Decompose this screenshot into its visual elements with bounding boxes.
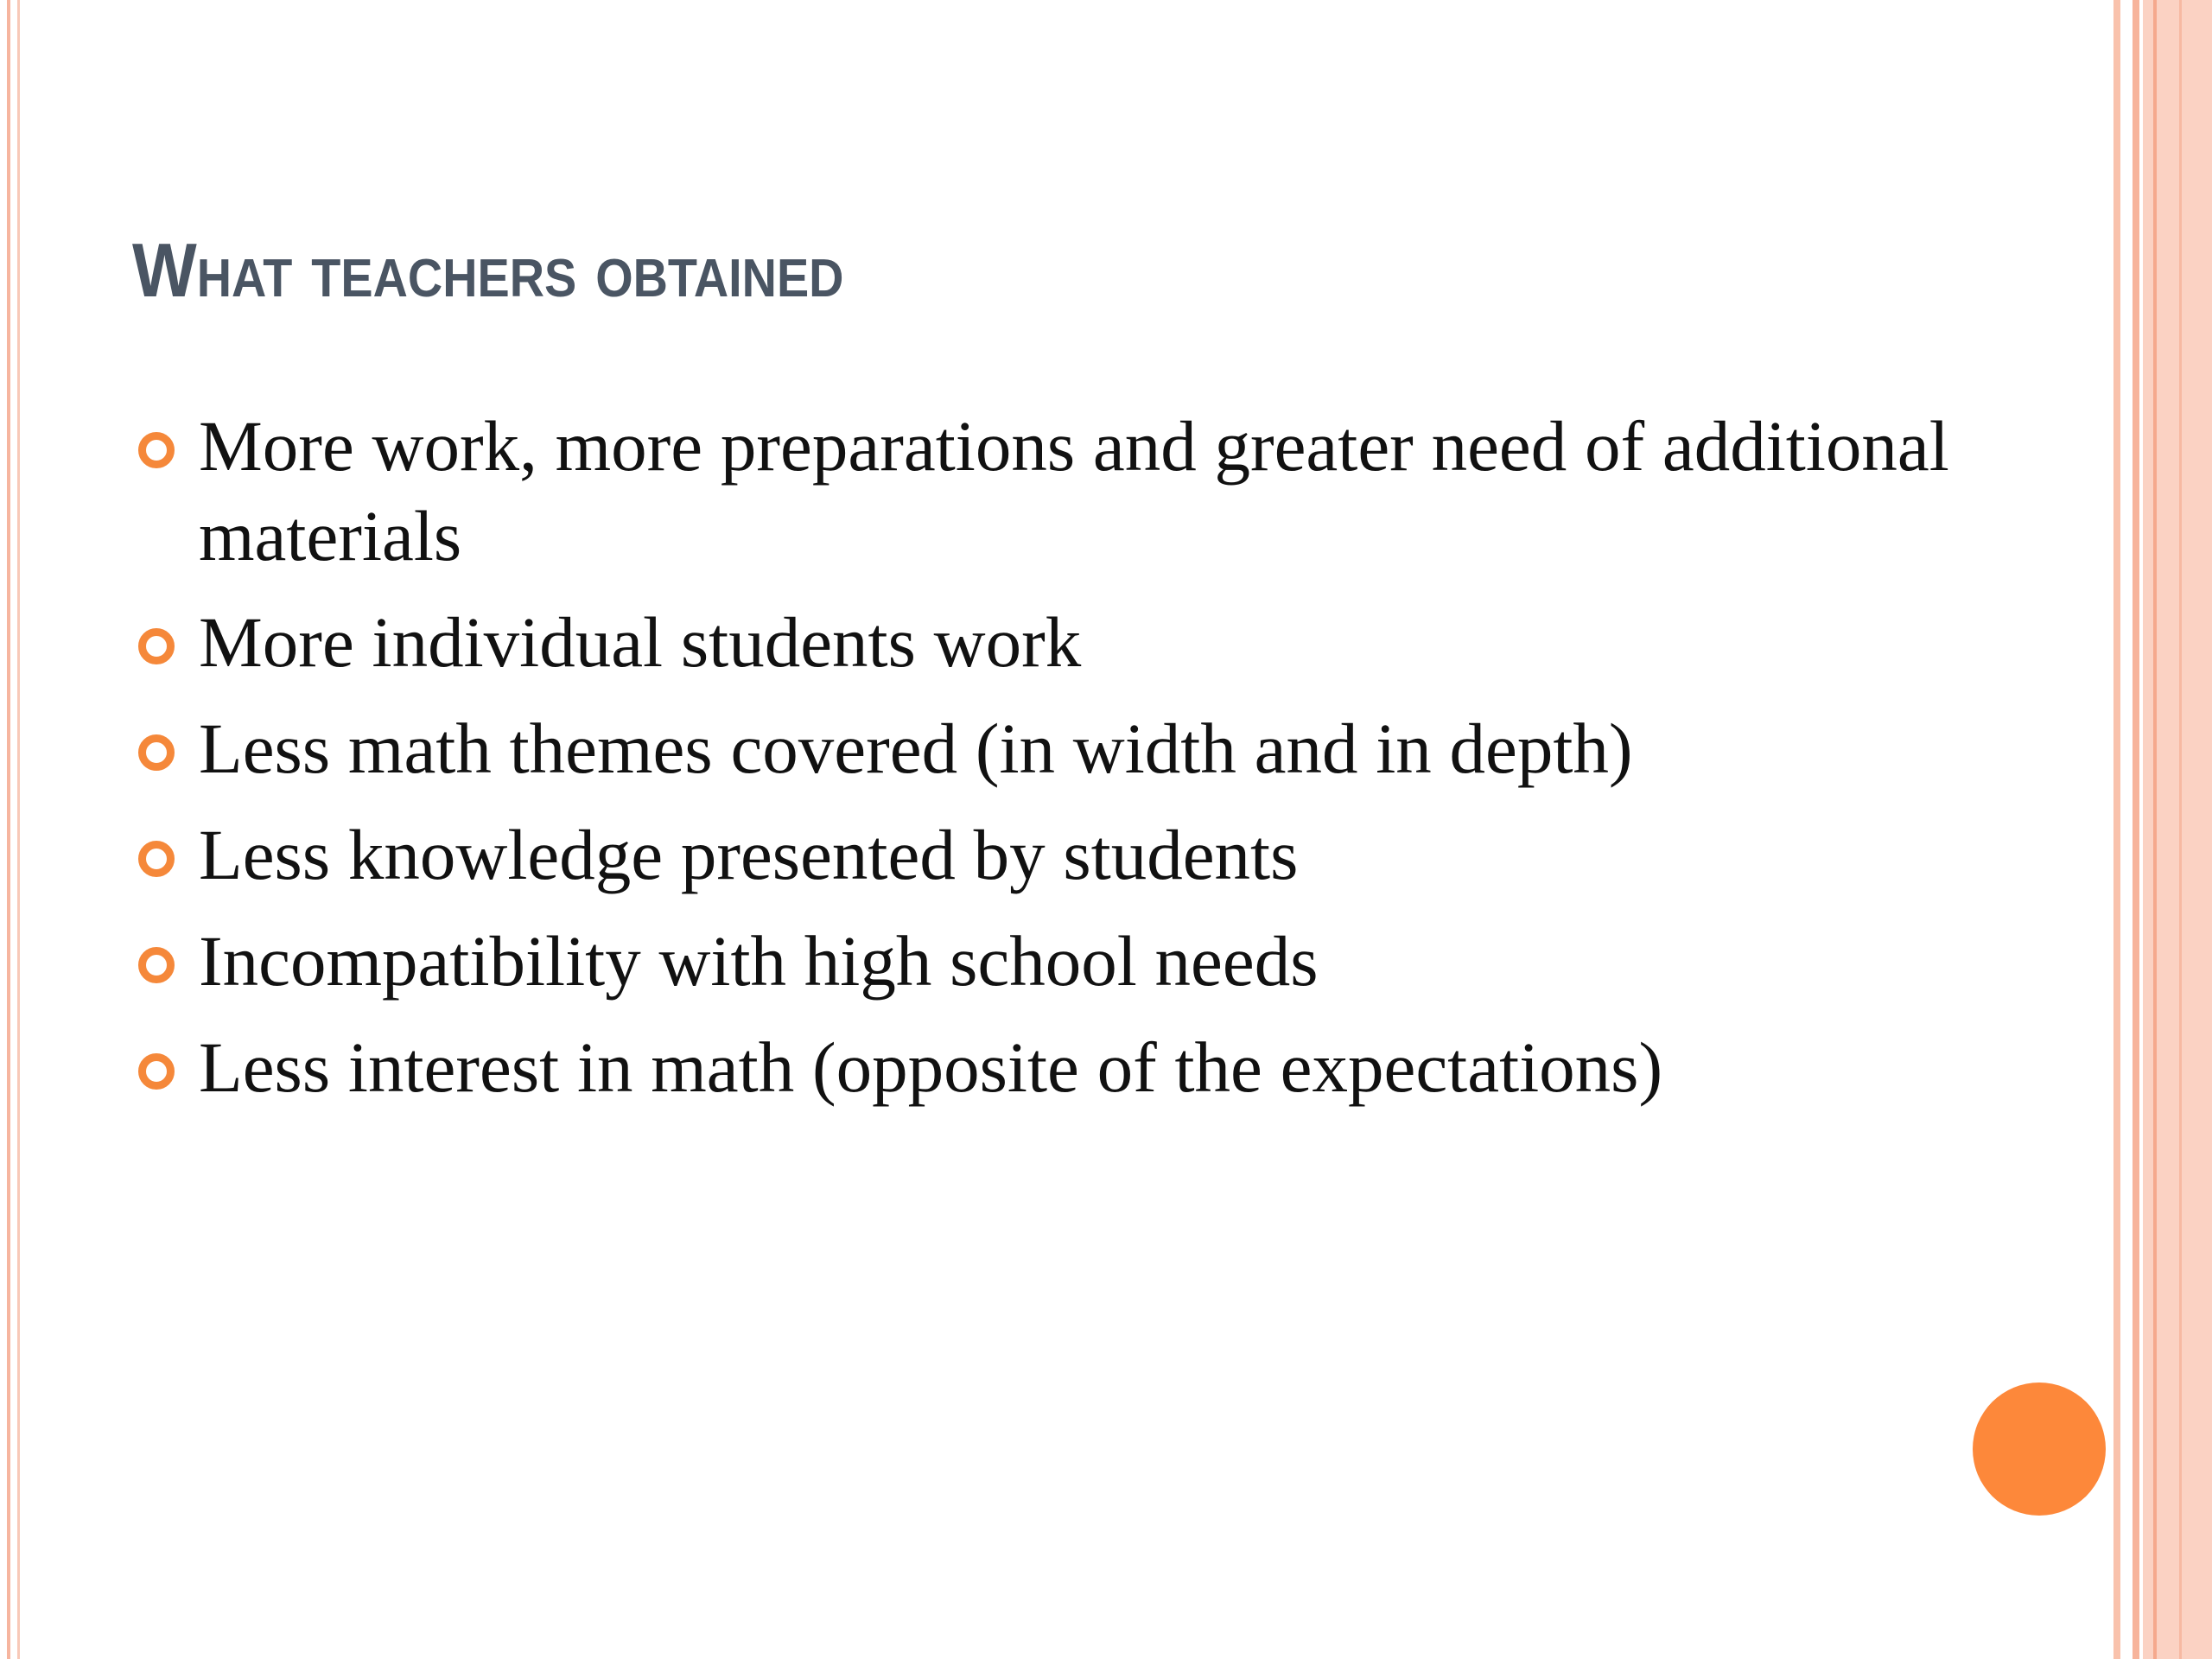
left-border-line	[7, 0, 10, 1659]
left-border-line-inner	[17, 0, 20, 1659]
right-border-stripe	[2113, 0, 2120, 1659]
right-border-stripe-inner	[2133, 0, 2139, 1659]
right-band-line-2	[2179, 0, 2182, 1659]
bullet-circle-icon	[138, 947, 175, 983]
bullet-text: Less math themes covered (in width and in depth)	[199, 709, 1633, 788]
bullet-text: Less interest in math (opposite of the expectations)	[199, 1027, 1663, 1107]
bullet-circle-icon	[138, 432, 175, 468]
bullet-item	[137, 401, 1951, 581]
bullet-circle-icon	[138, 1053, 175, 1090]
bullet-circle-icon	[138, 628, 175, 664]
bullet-item	[137, 597, 1951, 687]
bullet-item	[137, 703, 1951, 793]
right-band-line	[2153, 0, 2157, 1659]
bullet-text: Incompatibility with high school needs	[199, 921, 1319, 1001]
bullet-text: Less knowledge presented by students	[199, 815, 1299, 894]
bullet-text: More work, more preparations and greater need of additional materials	[199, 406, 1949, 575]
bullet-item	[137, 916, 1951, 1006]
bullet-text: More individual students work	[199, 602, 1082, 682]
bullet-circle-icon	[138, 841, 175, 877]
decorative-circle-icon	[1973, 1382, 2106, 1516]
bullet-list	[137, 401, 1951, 1128]
slide-title: What teachers obtained	[132, 227, 844, 313]
bullet-circle-icon	[138, 734, 175, 771]
bullet-item	[137, 810, 1951, 899]
bullet-item	[137, 1022, 1951, 1112]
